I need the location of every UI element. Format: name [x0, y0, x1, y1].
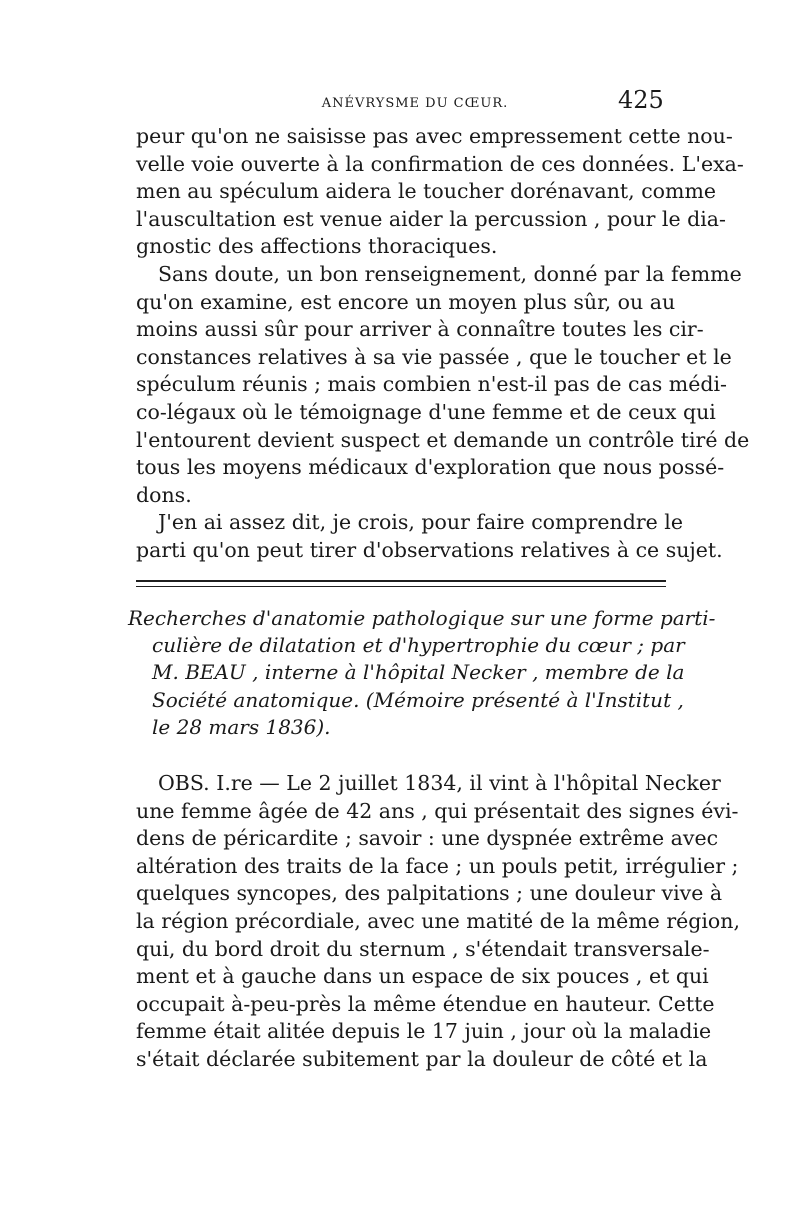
text-line: qui, du bord droit du sternum , s'étendait transversale- [136, 936, 710, 961]
section-divider-thick [136, 580, 666, 582]
text-line: altération des traits de la face ; un pouls petit, irrégulier ; [136, 853, 739, 878]
observation-paragraph [136, 770, 740, 1074]
intro-paragraph-2 [136, 261, 750, 509]
intro-paragraph-1 [136, 123, 744, 261]
text-line: la région précordiale, avec une matité de la même région, [136, 908, 740, 933]
text-line: ment et à gauche dans un espace de six pouces , et qui [136, 964, 709, 989]
running-title: ANÉVRYSME DU CŒUR. [321, 96, 509, 111]
section-divider-thin [136, 586, 666, 587]
text-line: l'auscultation est venue aider la percussion , pour le dia- [136, 206, 726, 231]
text-line: J'en ai assez dit, je crois, pour faire comprendre le [158, 510, 683, 534]
page-number: 425 [618, 86, 664, 114]
text-line: velle voie ouverte à la confirmation de ces données. L'exa- [136, 151, 744, 176]
text-line: occupait à-peu-près la même étendue en hauteur. Cette [136, 991, 715, 1016]
text-line: spéculum réunis ; mais combien n'est-il pas de cas médi- [136, 372, 727, 397]
text-line: constances relatives à sa vie passée , que le toucher et le [136, 344, 732, 369]
text-line: s'était déclarée subitement par la douleur de côté et la [136, 1046, 708, 1071]
title-line: M. BEAU , interne à l'hôpital Necker , membre de la [152, 660, 685, 685]
title-line: culière de dilatation et d'hypertrophie du cœur ; par [152, 633, 685, 658]
article-title [128, 605, 716, 741]
title-line: le 28 mars 1836). [152, 714, 331, 739]
text-line: dons. [136, 482, 192, 507]
text-line: tous les moyens médicaux d'exploration que nous possé- [136, 455, 725, 480]
text-line: co-légaux où le témoignage d'une femme et de ceux qui [136, 399, 716, 424]
text-line: OBS. I.re — Le 2 juillet 1834, il vint à l'hôpital Necker [158, 771, 721, 795]
text-line: Sans doute, un bon renseignement, donné par la femme [158, 262, 742, 286]
title-line: Société anatomique. (Mémoire présenté à l'Institut , [152, 687, 684, 712]
title-line: Recherches d'anatomie pathologique sur une forme parti- [128, 606, 716, 630]
text-line: femme était alitée depuis le 17 juin , jour où la maladie [136, 1019, 712, 1044]
text-line: gnostic des affections thoraciques. [136, 234, 498, 259]
text-line: dens de péricardite ; savoir : une dyspnée extrême avec [136, 826, 719, 851]
text-line: qu'on examine, est encore un moyen plus sûr, ou au [136, 289, 676, 314]
text-line: parti qu'on peut tirer d'observations relatives à ce sujet. [136, 537, 723, 562]
text-line: men au spéculum aidera le toucher dorénavant, comme [136, 179, 717, 204]
intro-paragraph-3 [136, 509, 723, 564]
text-line: quelques syncopes, des palpitations ; une douleur vive à [136, 881, 723, 906]
text-line: l'entourent devient suspect et demande un contrôle tiré de [136, 427, 750, 452]
text-line: une femme âgée de 42 ans , qui présentait des signes évi- [136, 798, 739, 823]
text-line: moins aussi sûr pour arriver à connaître toutes les cir- [136, 317, 704, 342]
text-line: peur qu'on ne saisisse pas avec empressement cette nou- [136, 124, 733, 148]
